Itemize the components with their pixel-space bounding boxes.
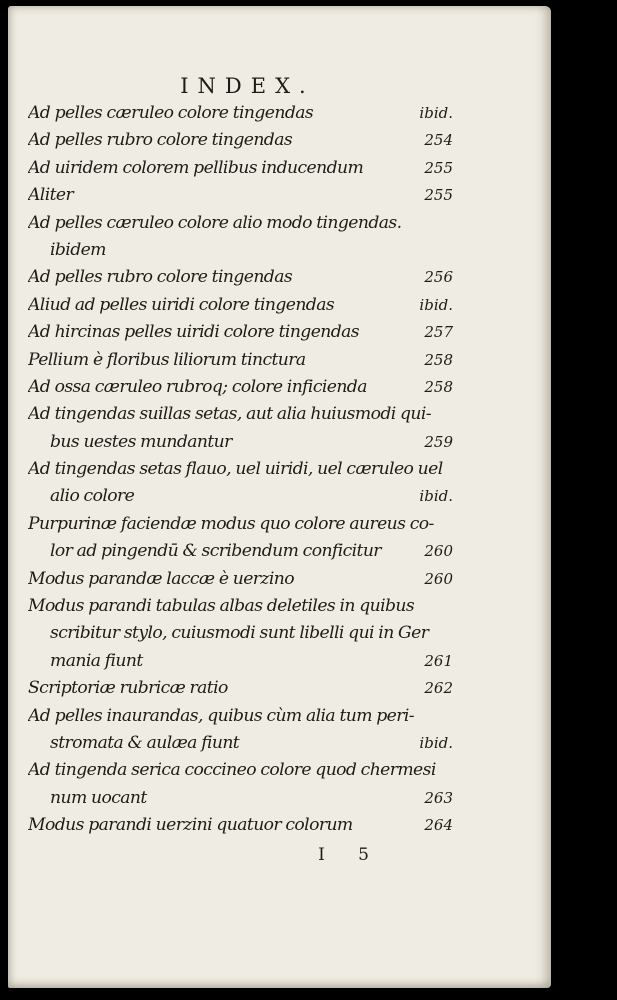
- entry-text: alio colore: [50, 486, 135, 507]
- entry-text: Ad pelles cæruleo colore tingendas: [28, 103, 314, 123]
- entry-continuation-line: [28, 429, 453, 456]
- entry-first-line: [28, 812, 453, 839]
- index-entry: [28, 292, 453, 319]
- page-reference: ibid.: [419, 733, 453, 752]
- signature-mark: I 5: [318, 844, 383, 865]
- entry-text: Modus parandæ laccæ è uerzino: [28, 568, 294, 589]
- index-entry: [28, 210, 453, 265]
- index-entry: [28, 456, 453, 511]
- entry-first-line: [28, 100, 453, 127]
- page-reference: 260: [424, 569, 453, 588]
- entry-text: Ad uiridem colorem pellibus inducendum: [28, 157, 364, 178]
- index-entry: [28, 264, 453, 291]
- index-entry: [28, 401, 453, 456]
- entry-text: Ad ossa cæruleo rubroq; colore inficienda: [28, 376, 367, 397]
- entry-continuation-line: [28, 483, 453, 510]
- entry-text: Ad tingendas suillas setas, aut alia huiusmodi qui-: [28, 404, 431, 425]
- page-reference: ibid.: [419, 104, 453, 122]
- entry-first-line: [28, 566, 453, 593]
- entry-first-line: [28, 511, 453, 538]
- entry-first-line: [28, 675, 453, 702]
- page-reference: ibid.: [419, 487, 453, 506]
- entry-text: Ad tingendas setas flauo, uel uiridi, uel cæruleo uel: [28, 459, 443, 480]
- index-entry: [28, 593, 453, 675]
- entry-text: Modus parandi tabulas albas deletiles in quibus: [28, 596, 415, 617]
- page-reference: 259: [424, 432, 453, 451]
- page-reference: 258: [424, 377, 453, 396]
- entry-first-line: [28, 127, 453, 154]
- page-reference: 260: [424, 542, 453, 561]
- index-entry: [28, 812, 453, 839]
- entry-first-line: [28, 292, 453, 319]
- entry-first-line: [28, 593, 453, 620]
- entry-continuation-line: [28, 785, 453, 812]
- index-entry: [28, 100, 453, 127]
- entry-text: Ad pelles inaurandas, quibus cùm alia tum peri-: [28, 705, 414, 726]
- page-reference: 256: [424, 268, 453, 287]
- page-reference: 261: [424, 651, 453, 670]
- index-entry: [28, 319, 453, 346]
- index-text-block: [28, 70, 453, 870]
- page-reference: 255: [424, 158, 453, 177]
- entry-text: lor ad pingendū & scribendum conficitur: [50, 541, 381, 562]
- entry-first-line: [28, 155, 453, 182]
- entry-text: ibidem: [50, 239, 106, 260]
- entry-continuation-line: [28, 730, 453, 757]
- paper-page: [8, 6, 551, 988]
- entry-first-line: [28, 319, 453, 346]
- index-entry: [28, 511, 453, 566]
- entry-first-line: [28, 182, 453, 209]
- entry-text: num uocant: [50, 787, 147, 808]
- entry-text: stromata & aulæa fiunt: [50, 732, 240, 753]
- entry-text: Aliud ad pelles uiridi colore tingendas: [28, 294, 335, 315]
- page-reference: 264: [424, 816, 453, 835]
- entry-first-line: [28, 757, 453, 784]
- entry-first-line: [28, 210, 453, 237]
- page-header: INDEX.: [180, 74, 315, 98]
- index-entry: [28, 675, 453, 702]
- entry-text: Ad tingenda serica coccineo colore quod chermesi: [28, 760, 436, 781]
- entry-text: mania fiunt: [50, 650, 143, 671]
- entry-text: Purpurinæ faciendæ modus quo colore aureus co-: [28, 513, 434, 534]
- entry-text: scribitur stylo, cuiusmodi sunt libelli qui in Ger: [50, 623, 429, 644]
- entry-first-line: [28, 264, 453, 291]
- entry-continuation-line: [28, 648, 453, 675]
- index-entry: [28, 374, 453, 401]
- page-reference: 263: [424, 788, 453, 807]
- entry-continuation-line: [28, 538, 453, 565]
- entry-first-line: [28, 347, 453, 374]
- index-entry: [28, 155, 453, 182]
- index-entry: [28, 127, 453, 154]
- index-entry: [28, 757, 453, 812]
- entry-text: Modus parandi uerzini quatuor colorum: [28, 815, 353, 836]
- entry-text: Ad hircinas pelles uiridi colore tingendas: [28, 322, 360, 343]
- entry-continuation-line: [28, 237, 453, 264]
- index-entry: [28, 182, 453, 209]
- entry-text: Ad pelles cæruleo colore alio modo tingendas.: [28, 212, 402, 233]
- page-reference: 255: [424, 186, 453, 205]
- page-reference: 257: [424, 323, 453, 342]
- index-entry: [28, 703, 453, 758]
- entry-continuation-line: [28, 620, 453, 647]
- index-entries: [28, 100, 453, 840]
- entry-text: Scriptoriæ rubricæ ratio: [28, 678, 228, 699]
- entry-first-line: [28, 374, 453, 401]
- entry-text: bus uestes mundantur: [50, 431, 232, 452]
- entry-text: Pellium è floribus liliorum tinctura: [28, 349, 306, 370]
- index-entry: [28, 347, 453, 374]
- entry-text: Ad pelles rubro colore tingendas: [28, 130, 293, 151]
- page-reference: [405, 237, 453, 264]
- entry-first-line: [28, 703, 453, 730]
- page-reference: 254: [424, 131, 453, 150]
- entry-first-line: [28, 456, 453, 483]
- page-reference: 258: [424, 350, 453, 369]
- index-entry: [28, 566, 453, 593]
- page-reference: 262: [424, 679, 453, 698]
- entry-text: Aliter: [28, 185, 74, 206]
- entry-text: Ad pelles rubro colore tingendas: [28, 267, 293, 288]
- page-reference: ibid.: [419, 295, 453, 314]
- entry-first-line: [28, 401, 453, 428]
